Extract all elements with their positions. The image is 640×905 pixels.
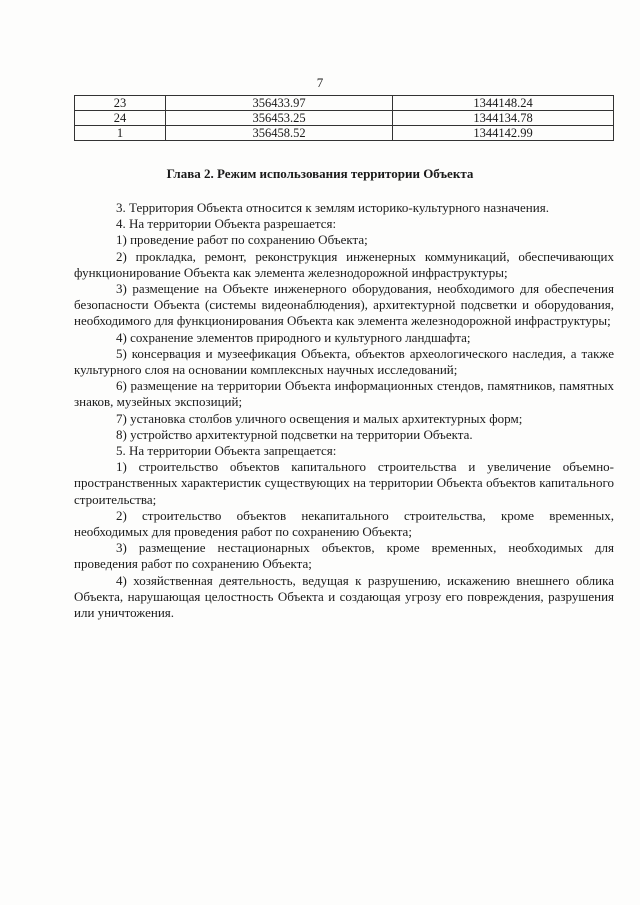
paragraph: 6) размещение на территории Объекта информационных стендов, памятников, памятных знаков, музейных экспозиций;: [74, 378, 614, 410]
table-row: [75, 111, 614, 126]
paragraph: 7) установка столбов уличного освещения и малых архитектурных форм;: [116, 410, 523, 426]
paragraph: 4. На территории Объекта разрешается:: [116, 216, 337, 232]
paragraph: 3. Территория Объекта относится к землям историко-культурного назначения.: [116, 200, 549, 215]
coordinates-table-body: [75, 96, 614, 141]
y-coordinate-cell: 1344142.99: [393, 126, 614, 141]
point-number-cell: 1: [75, 126, 166, 141]
x-coordinate-cell: 356453.25: [166, 111, 393, 126]
paragraph: 4) хозяйственная деятельность, ведущая к разрушению, искажению внешнего облика Объекта, нарушающая целостность Объекта и создающая угрозу его повреждения, разрушения или уничтожения.: [74, 572, 614, 621]
paragraph: 5. На территории Объекта запрещается:: [116, 443, 337, 459]
table-row: [75, 126, 614, 141]
paragraph: 5) консервация и музеефикация Объекта, объектов археологического наследия, а также культурного слоя на основании комплексных научных исследований;: [74, 345, 614, 378]
chapter-title: Глава 2. Режим использования территории Объекта: [166, 166, 474, 181]
paragraph: 8) устройство архитектурной подсветки на территории Объекта.: [116, 426, 473, 442]
table-row: [75, 96, 614, 111]
y-coordinate-cell: 1344148.24: [393, 96, 614, 111]
x-coordinate-cell: 356433.97: [166, 96, 393, 111]
paragraph: 1) проведение работ по сохранению Объекта;: [116, 232, 368, 248]
paragraph: 4) сохранение элементов природного и культурного ландшафта;: [116, 329, 471, 345]
point-number-cell: 24: [75, 111, 166, 126]
page-number: 7: [316, 75, 324, 90]
y-coordinate-cell: 1344134.78: [393, 111, 614, 126]
x-coordinate-cell: 356458.52: [166, 126, 393, 141]
paragraph: 3) размещение на Объекте инженерного оборудования, необходимого для обеспечения безопасности Объекта (системы видеонаблюдения), архитектурной подсветки и оборудования, необходимого для функционирования Объекта как элемента железнодорожной инфраструктуры;: [74, 281, 614, 329]
paragraph: 2) строительство объектов некапитального строительства, кроме временных, необходимых для проведения работ по сохранению Объекта;: [74, 507, 614, 540]
paragraph: 1) строительство объектов капитального строительства и увеличение объемно-пространственных характеристик существующих на территории Объекта объектов капитального строительства;: [74, 459, 614, 507]
paragraph: 3) размещение нестационарных объектов, кроме временных, необходимых для проведения работ по сохранению Объекта;: [74, 540, 614, 572]
body-text: [74, 200, 614, 621]
point-number-cell: 23: [75, 96, 166, 111]
coordinates-table: [74, 95, 614, 141]
paragraph: 2) прокладка, ремонт, реконструкция инженерных коммуникаций, обеспечивающих функционирование Объекта как элемента железнодорожной инфраструктуры;: [74, 248, 614, 280]
